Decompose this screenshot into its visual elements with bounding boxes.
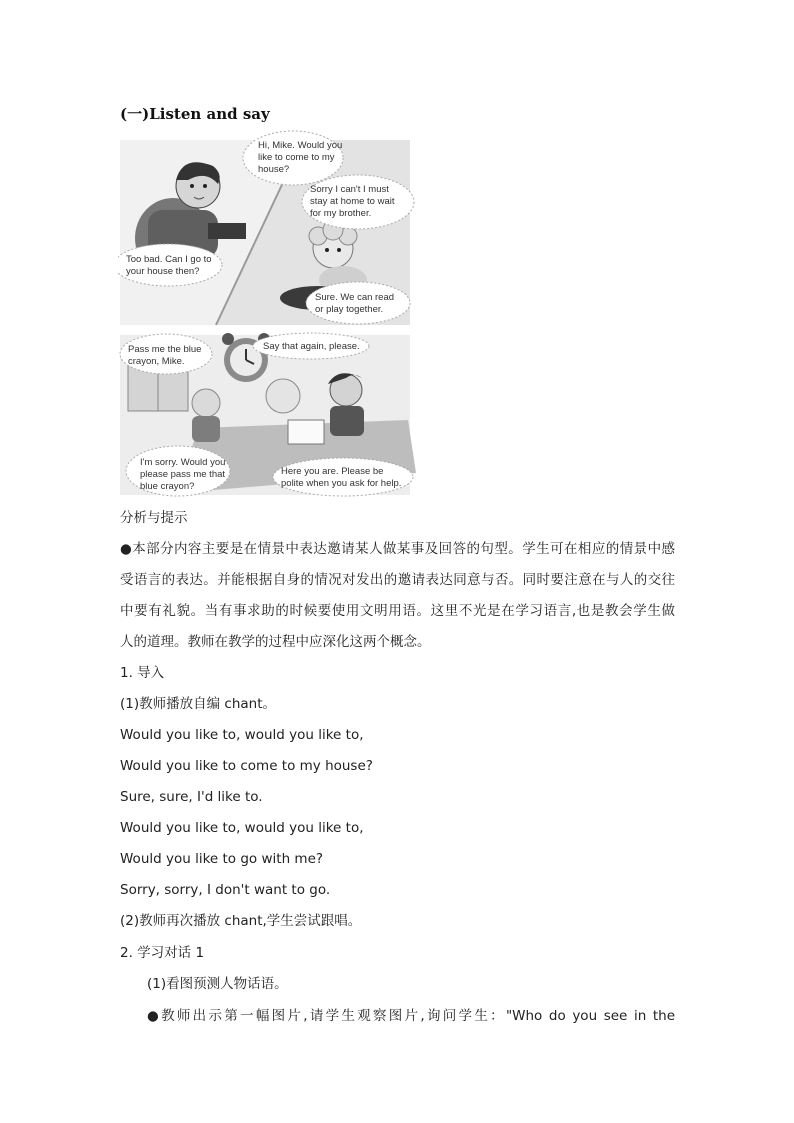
bubble-line: stay at home to wait	[310, 196, 395, 207]
chant-line: Sorry, sorry, I don't want to go.	[120, 882, 331, 898]
intro-line: ●本部分内容主要是在情景中表达邀请某人做某事及回答的句型。学生可在相应的情景中感	[120, 541, 675, 557]
bubble-line: blue crayon?	[140, 481, 195, 492]
speech-bubble	[253, 333, 369, 359]
step2-heading: 2. 学习对话 1	[120, 945, 205, 961]
speech-bubble	[302, 175, 414, 229]
speech-bubble	[126, 446, 230, 496]
bubble-line: Here you are. Please be	[281, 466, 384, 477]
bubble-line: polite when you ask for help.	[281, 478, 402, 489]
bubble-line: Say that again, please.	[263, 341, 360, 352]
step2-item: (1)看图预测人物话语。	[147, 976, 288, 992]
bubble-line: please pass me that	[140, 469, 226, 480]
step1-heading: 1. 导入	[120, 665, 165, 681]
bubble-line: your house then?	[126, 266, 200, 277]
chant-line: Would you like to go with me?	[120, 851, 324, 867]
comic-illustration	[118, 128, 418, 498]
intro-line: 人的道理。教师在教学的过程中应深化这两个概念。	[120, 634, 431, 650]
step1-item: (2)教师再次播放 chant,学生尝试跟唱。	[120, 913, 362, 929]
intro-line: 中要有礼貌。当有事求助的时候要使用文明用语。这里不光是在学习语言,也是教会学生做	[120, 603, 675, 619]
step1-item: (1)教师播放自编 chant。	[120, 696, 277, 712]
bubble-line: like to come to my	[258, 152, 335, 163]
bubble-line: house?	[258, 164, 290, 175]
bubble-line: for my brother.	[310, 208, 372, 219]
chant-line: Would you like to come to my house?	[120, 758, 373, 774]
speech-bubble	[118, 244, 222, 286]
bubble-line: Too bad. Can I go to	[126, 254, 212, 265]
speech-bubble	[243, 131, 343, 185]
bubble-line: Sorry I can't I must	[310, 184, 389, 195]
bubble-line: or play together.	[315, 304, 384, 315]
speech-bubble	[306, 282, 410, 324]
bubble-line: Pass me the blue	[128, 344, 202, 355]
bubble-line: I'm sorry. Would you	[140, 457, 226, 468]
chant-line: Sure, sure, I'd like to.	[120, 789, 263, 805]
speech-bubble	[120, 334, 212, 374]
intro-line: 受语言的表达。并能根据自身的情况对发出的邀请表达同意与否。同时要注意在与人的交往	[120, 572, 675, 588]
analysis-heading: 分析与提示	[120, 510, 188, 526]
step2-item: ●教师出示第一幅图片,请学生观察图片,询问学生："Who do you see in the	[147, 1008, 675, 1024]
bubble-line: Hi, Mike. Would you	[258, 140, 343, 151]
chant-line: Would you like to, would you like to,	[120, 820, 364, 836]
bubble-line: crayon, Mike.	[128, 356, 185, 367]
section-title: (一)Listen and say	[120, 105, 270, 123]
speech-bubble	[273, 458, 413, 496]
chant-line: Would you like to, would you like to,	[120, 727, 364, 743]
bubble-line: Sure. We can read	[315, 292, 395, 303]
